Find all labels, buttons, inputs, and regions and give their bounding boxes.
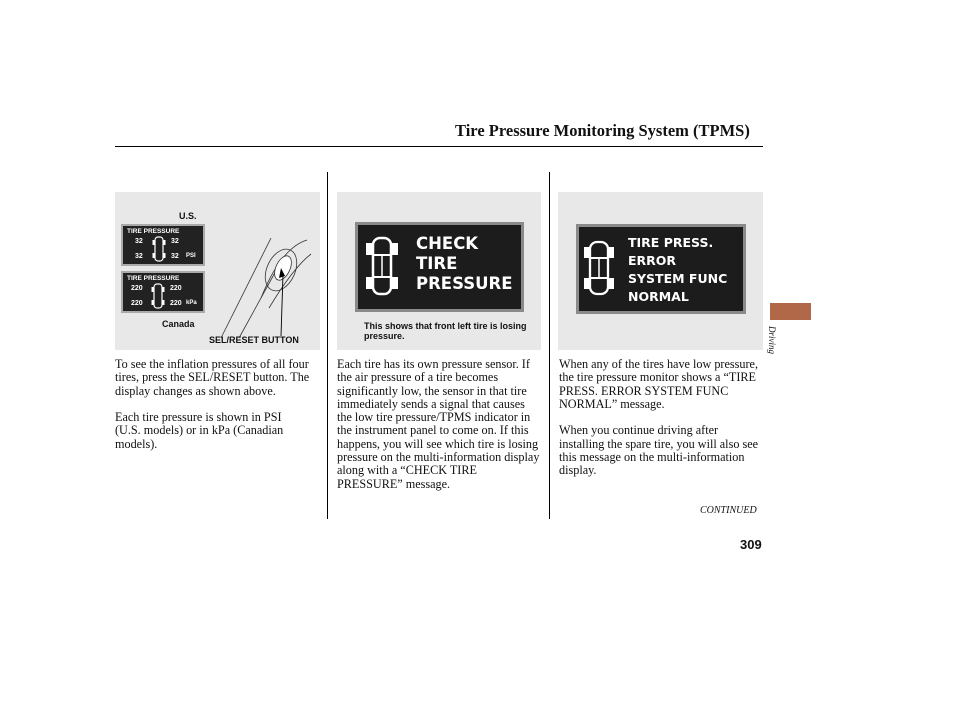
value-rr: 220: [170, 300, 182, 307]
column-left-text: [115, 358, 310, 464]
section-tab: [770, 303, 811, 320]
paragraph: Each tire has its own pressure sensor. If the air pressure of a tire becomes significantly low, the sensor in that tire immediately sends a signal that causes the low tire pressure/TPMS indicator in the instrument panel to come on. If this happens, you will see which tire is losing pressure on the multi-information display along with a “CHECK TIRE PRESSURE” message.: [337, 357, 540, 491]
paragraph: To see the inflation pressures of all four tires, press the SEL/RESET button. The display changes as shown above.: [115, 357, 310, 398]
paragraph: Each tire pressure is shown in PSI (U.S. models) or in kPa (Canadian models).: [115, 410, 284, 451]
value-fl: 32: [135, 238, 143, 245]
unit-kpa: kPa: [186, 300, 197, 306]
column-divider-1: [327, 172, 328, 519]
paragraph: When any of the tires have low pressure, the tire pressure monitor shows a “TIRE PRESS. ERROR SYSTEM FUNC NORMAL” message.: [559, 357, 758, 411]
label-sel-reset-button: SEL/RESET BUTTON: [209, 335, 299, 345]
page-number: 309: [740, 537, 762, 552]
car-top-view-icon: [151, 283, 165, 309]
display-message: CHECK TIRE PRESSURE: [416, 234, 513, 293]
continued-label: CONTINUED: [700, 505, 757, 516]
figure-caption: This shows that front left tire is losing pressure.: [364, 321, 527, 341]
unit-psi: PSI: [186, 253, 196, 259]
paragraph: When you continue driving after installing the spare tire, you will also see this message on the multi-information display.: [559, 423, 759, 478]
figure-sel-reset: [115, 192, 320, 350]
car-top-view-icon: [366, 235, 398, 297]
value-rr: 32: [171, 253, 179, 260]
figure-tire-press-error: [558, 192, 763, 350]
value-rl: 32: [135, 253, 143, 260]
display-message: TIRE PRESS. ERROR SYSTEM FUNC NORMAL: [628, 235, 728, 304]
label-canada: Canada: [162, 319, 195, 329]
check-tire-pressure-display: [355, 222, 524, 312]
value-fr: 32: [171, 238, 179, 245]
value-fl: 220: [131, 285, 143, 292]
value-fr: 220: [170, 285, 182, 292]
car-top-view-icon: [584, 239, 614, 297]
column-middle-text: [337, 358, 542, 504]
tire-press-error-display: [576, 224, 746, 314]
label-us: U.S.: [179, 211, 197, 221]
display-canada: [121, 271, 205, 313]
car-top-view-icon: [152, 236, 166, 262]
header-rule: [115, 146, 763, 147]
section-label: Driving: [767, 326, 777, 354]
value-rl: 220: [131, 300, 143, 307]
column-divider-2: [549, 172, 550, 519]
display-us-heading: TIRE PRESSURE: [127, 228, 180, 235]
figure-check-tire-pressure: [337, 192, 541, 350]
display-us: [121, 224, 205, 266]
display-ca-heading: TIRE PRESSURE: [127, 275, 180, 282]
page-title: Tire Pressure Monitoring System (TPMS): [455, 121, 750, 140]
column-right-text: [559, 358, 763, 491]
steering-wheel-icon: [211, 228, 319, 340]
